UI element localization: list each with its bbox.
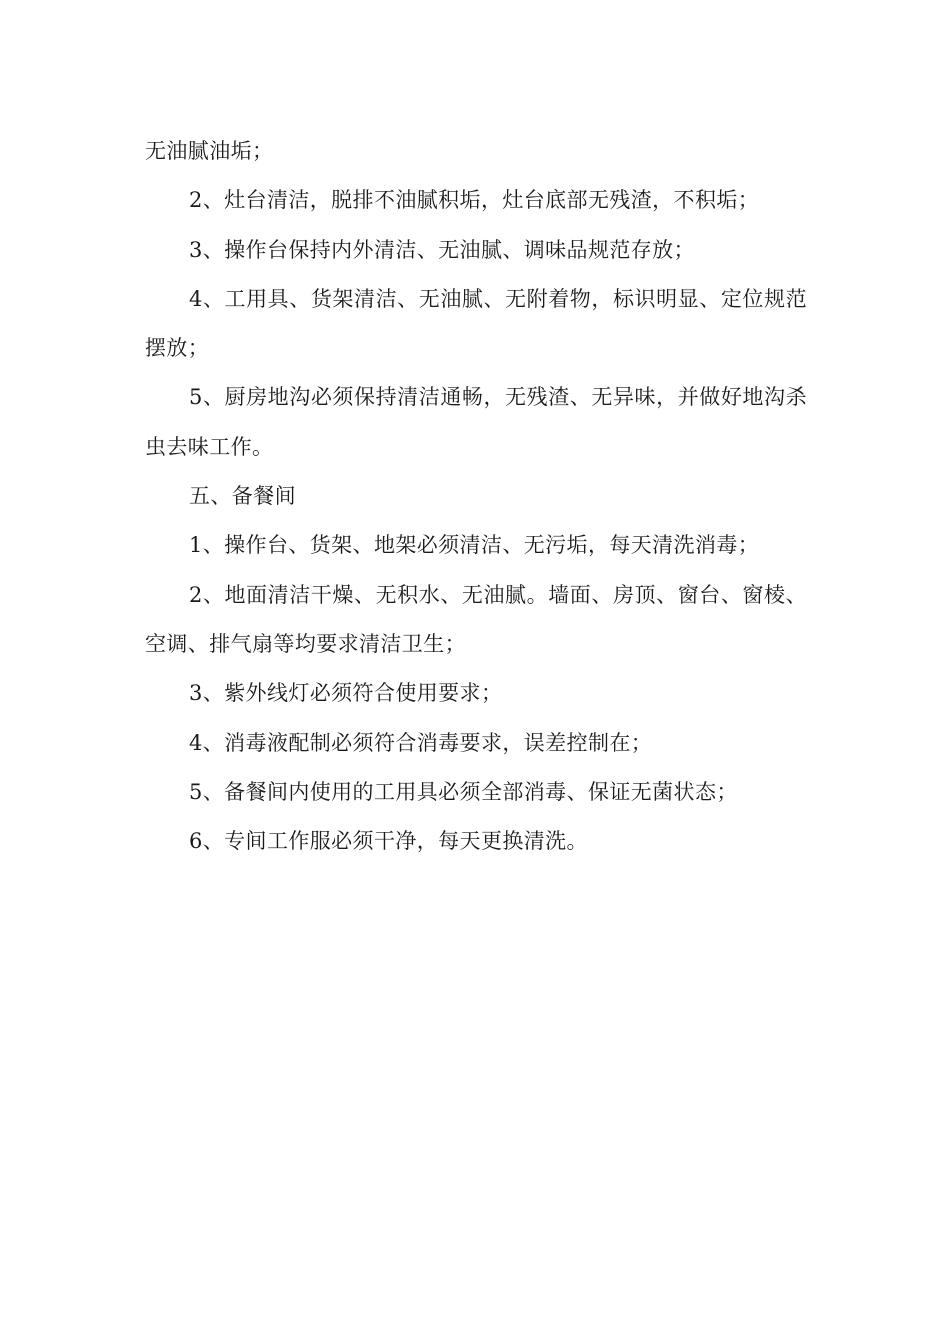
- pantry-item-1: 1、操作台、货架、地架必须清洁、无污垢，每天清洗消毒；: [189, 533, 760, 558]
- kitchen-item-5: 5、厨房地沟必须保持清洁通畅，无残渣、无异味，并做好地沟杀虫去味工作。: [145, 385, 807, 459]
- paragraph-continuation: 无油腻油垢；: [145, 139, 274, 163]
- pantry-item-5: 5、备餐间内使用的工用具必须全部消毒、保证无菌状态；: [189, 779, 738, 804]
- pantry-item-3: 3、紫外线灯必须符合使用要求；: [189, 681, 503, 706]
- kitchen-item-4: 4、工用具、货架清洁、无油腻、无附着物，标识明显、定位规范摆放；: [145, 286, 807, 361]
- kitchen-item-2: 2、灶台清洁，脱排不油腻积垢，灶台底部无残渣，不积垢；: [189, 188, 760, 213]
- pantry-item-6: 6、专间工作服必须干净，每天更换清洗。: [189, 829, 588, 854]
- pantry-item-2: 2、地面清洁干燥、无积水、无油腻。墙面、房顶、窗台、窗棱、空调、排气扇等均要求清洁卫生；: [145, 582, 807, 656]
- pantry-item-4: 4、消毒液配制必须符合消毒要求，误差控制在；: [189, 730, 653, 755]
- section-heading-pantry: 五、备餐间: [189, 484, 296, 509]
- kitchen-item-3: 3、操作台保持内外清洁、无油腻、调味品规范存放；: [189, 237, 695, 262]
- document-body: [145, 127, 807, 866]
